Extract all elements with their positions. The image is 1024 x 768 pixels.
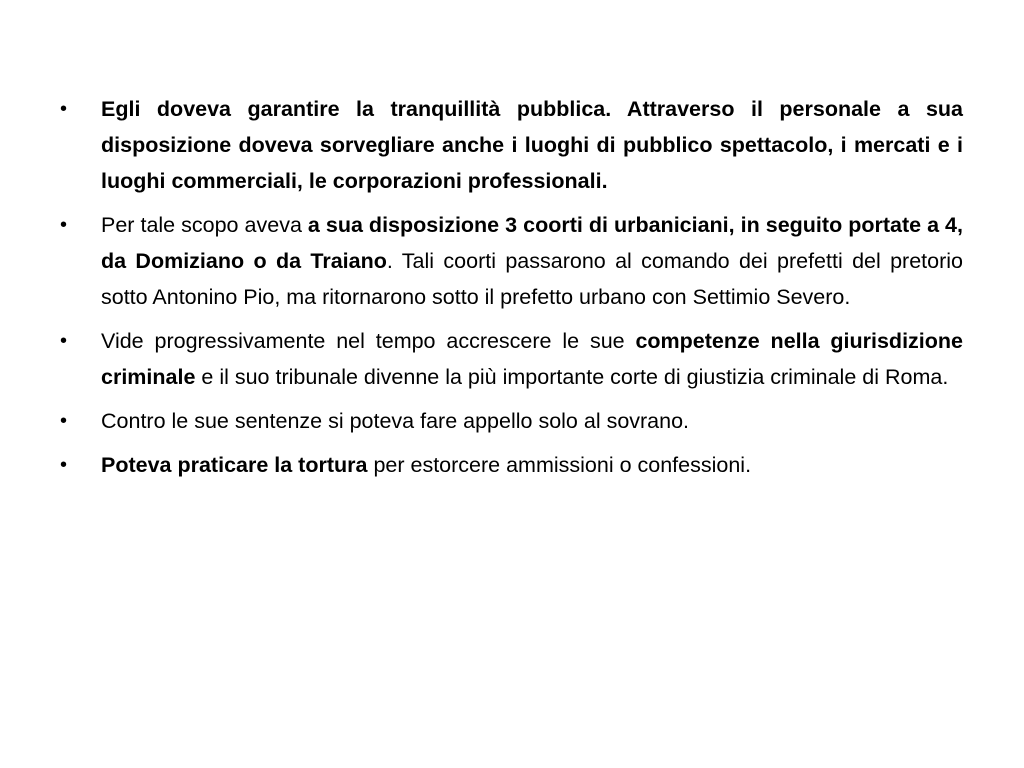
bullet-item-5 <box>60 447 963 483</box>
bullet-symbol: • <box>60 410 68 432</box>
bullet-5-text-part-1: Poteva praticare la tortura <box>101 453 368 477</box>
bullet-list <box>60 91 963 491</box>
bullet-symbol: • <box>60 454 68 476</box>
bullet-item-2 <box>60 207 963 315</box>
bullet-3-text-part-3: e il suo tribunale divenne la più importante corte di giustizia criminale di Roma. <box>195 365 949 389</box>
bullet-3-text-part-2: competenze nella giurisdizione criminale <box>101 329 963 389</box>
bullet-item-3 <box>60 323 963 395</box>
bullet-2-text-part-3: . Tali coorti passarono al comando dei prefetti del pretorio sotto Antonino Pio, ma ritornarono sotto il prefetto urbano con Settimio Severo. <box>101 249 964 309</box>
bullet-item-1 <box>60 91 963 199</box>
bullet-symbol: • <box>60 98 68 120</box>
bullet-item-4 <box>60 403 963 439</box>
bullet-2-text-part-2: a sua disposizione 3 coorti di urbaniciani, in seguito portate a 4, da Domiziano o da Traiano <box>101 213 963 273</box>
bullet-symbol: • <box>60 214 68 236</box>
bullet-5-text-part-2: per estorcere ammissioni o confessioni. <box>367 453 752 477</box>
bullet-1-text: Egli doveva garantire la tranquillità pubblica. Attraverso il personale a sua disposizione doveva sorvegliare anche i luoghi di pubblico spettacolo, i mercati e i luoghi commerciali, le corporazioni professionali. <box>101 97 963 193</box>
bullet-4-text: Contro le sue sentenze si poteva fare appello solo al sovrano. <box>101 409 690 433</box>
bullet-3-text-part-1: Vide progressivamente nel tempo accrescere le sue <box>101 329 636 353</box>
bullet-symbol: • <box>60 330 68 352</box>
bullet-2-text-part-1: Per tale scopo aveva <box>101 213 308 237</box>
